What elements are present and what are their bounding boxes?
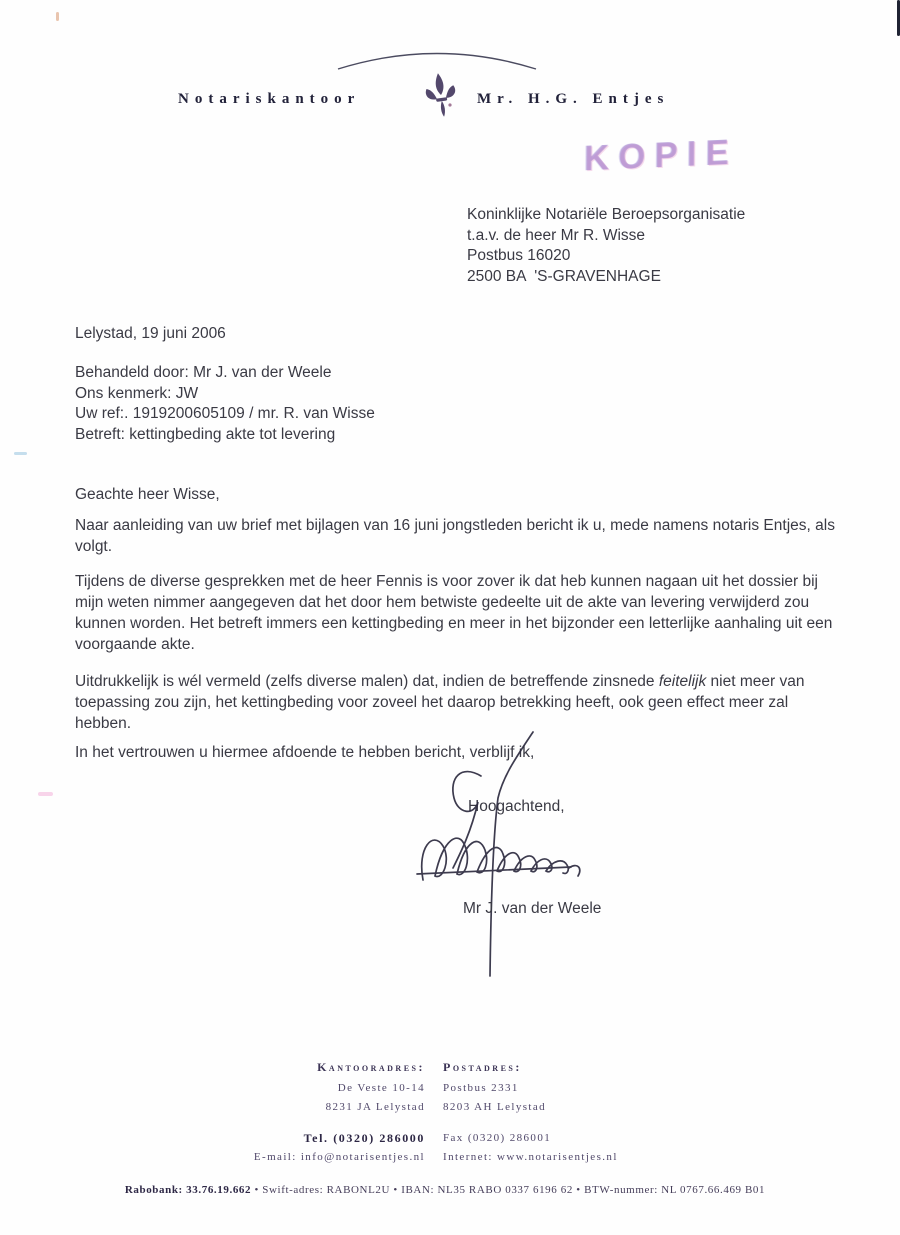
reference-line: Ons kenmerk: JW	[75, 384, 199, 402]
recipient-line: Koninklijke Notariële Beroepsorganisatie	[467, 206, 746, 223]
scan-speck-artifact	[56, 12, 59, 21]
fleur-de-lis-icon	[424, 72, 458, 123]
brand-name-left: Notariskantoor	[178, 91, 361, 107]
paragraph-2: Tijdens de diverse gesprekken met de heer Fennis is voor zover ik dat heb kunnen nagaan uit het dossier bij mijn weten nimmer aangegeven dat het door hem betwiste gedeelte uit de akte van levering verwijderd zou kunnen worden. Het betreft immers een kettingbeding en meer in het bijzonder een letterlijke aanhaling uit een voorgaande akte.	[75, 573, 833, 653]
brand-name-right: Mr. H.G. Entjes	[477, 91, 670, 107]
postal-address-label: Postadres:	[443, 1060, 522, 1074]
recipient-line: 2500 BA 'S-GRAVENHAGE	[467, 267, 661, 285]
telephone-number: Tel. (0320) 286000	[303, 1131, 425, 1145]
recipient-address-block	[467, 205, 745, 287]
recipient-line: t.a.v. de heer Mr R. Wisse	[467, 226, 646, 244]
paragraph-1: Naar aanleiding van uw brief met bijlagen van 16 juni jongstleden bericht ik u, mede namens notaris Entjes, als volgt.	[75, 517, 835, 555]
kopie-stamp: KOPIE	[583, 132, 739, 179]
office-address-line: De Veste 10-14	[337, 1082, 425, 1094]
dateline: Lelystad, 19 juni 2006	[75, 325, 226, 342]
header-arc-decoration	[336, 46, 538, 72]
postal-address-line: Postbus 2331	[443, 1082, 519, 1094]
valediction: Hoogachtend,	[468, 798, 565, 815]
signer-name: Mr J. van der Weele	[463, 900, 602, 917]
reference-line: Betreft: kettingbeding akte tot levering	[75, 425, 336, 443]
office-address-label: Kantooradres:	[317, 1060, 425, 1074]
paragraph-3	[75, 671, 837, 734]
bank-account: Rabobank: 33.76.19.662	[124, 1184, 252, 1196]
scan-dash-artifact	[14, 452, 27, 455]
reference-line: Uw ref:. 1919200605109 / mr. R. van Wisse	[75, 405, 375, 422]
scan-smudge-artifact	[38, 792, 53, 796]
fax-number: Fax (0320) 286001	[443, 1132, 552, 1144]
postal-address-line: 8203 AH Lelystad	[443, 1101, 547, 1113]
recipient-line: Postbus 16020	[467, 247, 571, 264]
handwritten-signature	[405, 728, 605, 980]
bank-details-rest: • Swift-adres: RABONL2U • IBAN: NL35 RABO 0337 6196 62 • BTW-nummer: NL 0767.66.469 B01	[251, 1184, 766, 1196]
bank-details-line	[50, 1184, 840, 1196]
reference-block	[75, 363, 375, 445]
paragraph-3-text: Uitdrukkelijk is wél vermeld (zelfs diverse malen) dat, indien de betreffende zinsnede	[75, 673, 659, 690]
paragraph-3-text: niet meer van toepassing zou zijn, het kettingbeding voor zoveel het daarop betrekking heeft, ook geen effect meer zal hebben.	[75, 673, 805, 732]
paragraph-4: In het vertrouwen u hiermee afdoende te hebben bericht, verblijf ik,	[75, 744, 535, 761]
salutation: Geachte heer Wisse,	[75, 486, 220, 503]
reference-line: Behandeld door: Mr J. van der Weele	[75, 364, 332, 381]
email-address: E-mail: info@notarisentjes.nl	[253, 1151, 425, 1163]
office-address-line: 8231 JA Lelystad	[325, 1101, 425, 1113]
paragraph-3-italic-word: feitelijk	[658, 673, 707, 690]
internet-address: Internet: www.notarisentjes.nl	[443, 1151, 618, 1163]
